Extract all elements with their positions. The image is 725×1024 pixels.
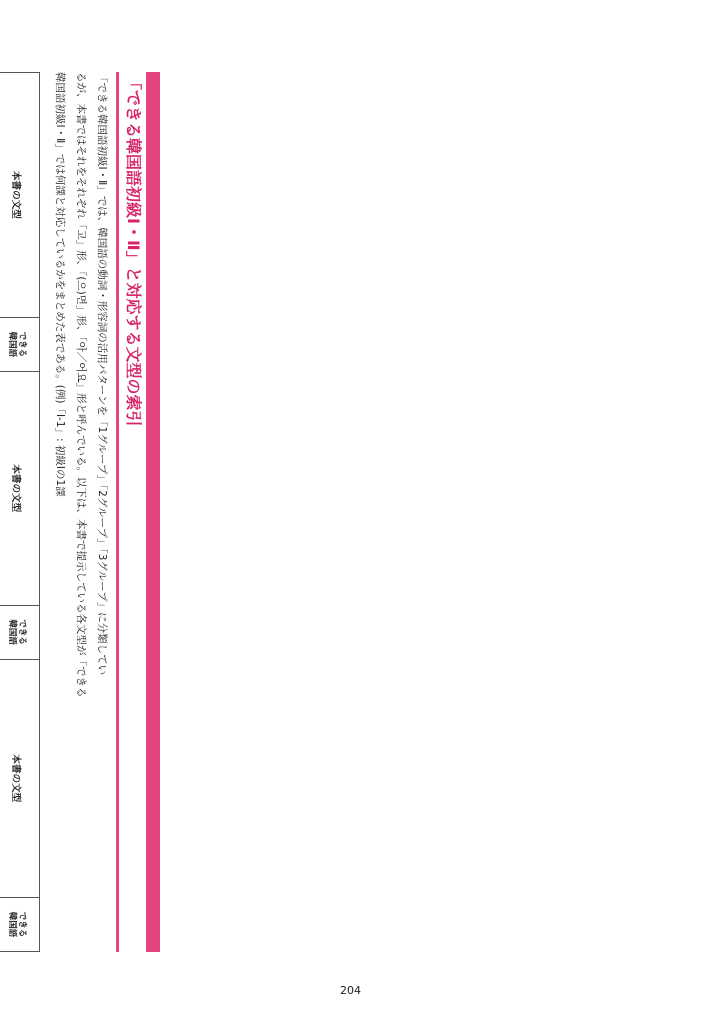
col-header-can: できる 韓国語 bbox=[0, 605, 40, 659]
intro-line: 韓国語初級Ⅰ・Ⅱ」では何課と対応しているかをまとめた表である。(例)「Ⅰ-1」: 初級Ⅰの1課 bbox=[54, 72, 66, 497]
pattern-index-table bbox=[0, 72, 40, 952]
table-header-row bbox=[0, 73, 40, 952]
header-underline bbox=[116, 72, 119, 952]
col-header-can: できる 韓国語 bbox=[0, 897, 40, 951]
col-header-pattern: 本書の文型 bbox=[0, 371, 40, 605]
col-header-pattern: 本書の文型 bbox=[0, 659, 40, 897]
page-number: 204 bbox=[340, 984, 361, 997]
intro-line: 「できる韓国語初級Ⅰ・Ⅱ」では、韓国語の動詞・形容詞の活用パターンを「1グループ」「2グループ」「3グループ」に分類してい bbox=[96, 72, 108, 676]
header-accent-bar bbox=[146, 72, 160, 952]
rotated-page-content bbox=[0, 72, 160, 952]
intro-paragraph bbox=[49, 72, 112, 952]
col-header-can: できる 韓国語 bbox=[0, 317, 40, 371]
col-header-pattern: 本書の文型 bbox=[0, 73, 40, 318]
intro-line: るが、本書ではそれをそれぞれ「고」形、「(으)면」形、「아／어요」形と呼んでいる。以下は、本書で提示している各文型が「できる bbox=[75, 72, 87, 698]
page-title: 「できる韓国語初級Ⅰ・Ⅱ」と対応する文型の索引 bbox=[124, 74, 143, 427]
